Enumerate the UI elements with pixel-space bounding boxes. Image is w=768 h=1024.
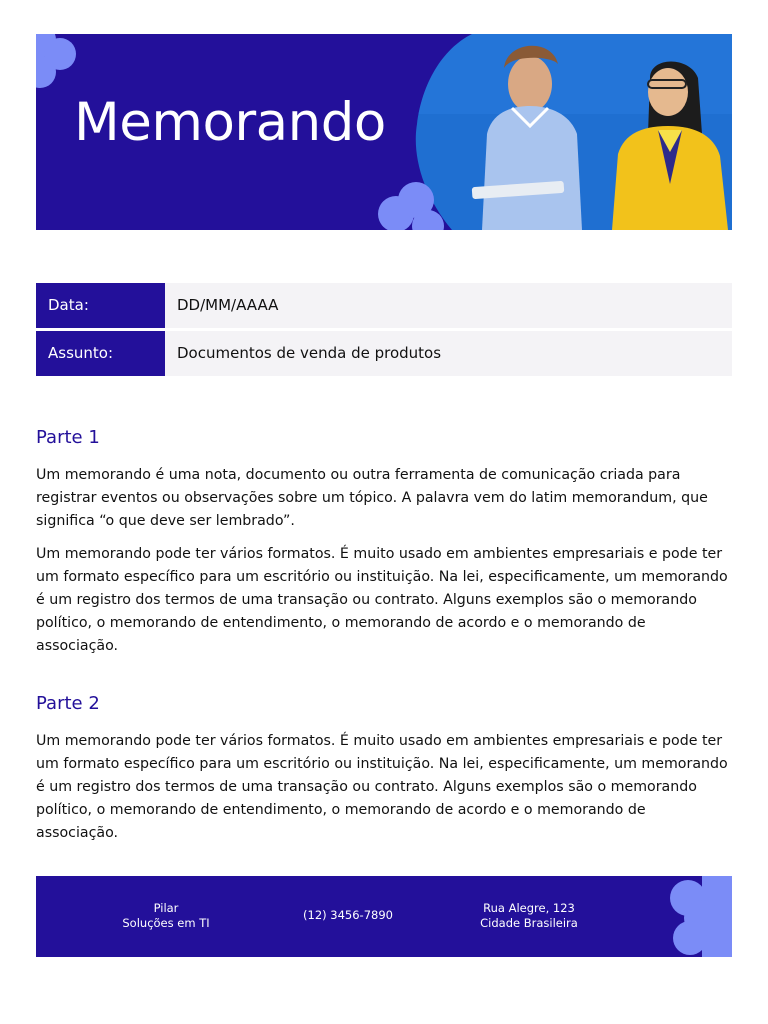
company-name: Pilar — [153, 901, 179, 915]
footer — [36, 876, 732, 957]
info-table — [36, 283, 732, 379]
section-heading: Parte 2 — [36, 693, 100, 714]
info-row-date — [36, 283, 732, 328]
section-heading: Parte 1 — [36, 427, 100, 448]
header-banner — [36, 34, 732, 230]
info-row-subject — [36, 331, 732, 376]
footer-address — [454, 901, 604, 931]
date-label: Data: — [36, 283, 165, 328]
paragraph: Um memorando pode ter vários formatos. É muito usado em ambientes empresariais e pode ter um formato específico para um escritório ou instituição. Na lei, especificamente, um memorando é um registro dos termos de uma transação ou contrato. Alguns exemplos são o memorando político, o memorando de entendimento, o memorando de acordo e o memorando de associação. — [36, 546, 728, 654]
header-photo — [412, 34, 732, 230]
footer-company — [96, 901, 236, 931]
paragraph: Um memorando é uma nota, documento ou outra ferramenta de comunicação criada para registrar eventos ou observações sobre um tópico. A palavra vem do latim memorandum, que significa “o que deve ser lembrado”. — [36, 467, 708, 529]
subject-label: Assunto: — [36, 331, 165, 376]
subject-value: Documentos de venda de produtos — [165, 331, 732, 376]
paragraph: Um memorando pode ter vários formatos. É muito usado em ambientes empresariais e pode ter um formato específico para um escritório ou instituição. Na lei, especificamente, um memorando é um registro dos termos de uma transação ou contrato. Alguns exemplos são o memorando político, o memorando de entendimento, o memorando de acordo e o memorando de associação. — [36, 733, 728, 841]
flower-decoration-icon — [668, 876, 732, 957]
section-part-2 — [36, 693, 732, 855]
flower-decoration-icon — [36, 34, 86, 94]
address-city: Cidade Brasileira — [480, 916, 578, 930]
company-tagline: Soluções em TI — [122, 916, 210, 930]
flower-decoration-icon — [376, 178, 446, 230]
date-value: DD/MM/AAAA — [165, 283, 732, 328]
section-part-1 — [36, 427, 732, 668]
footer-phone: (12) 3456-7890 — [303, 908, 393, 922]
page-title: Memorando — [74, 92, 386, 153]
address-street: Rua Alegre, 123 — [483, 901, 575, 915]
